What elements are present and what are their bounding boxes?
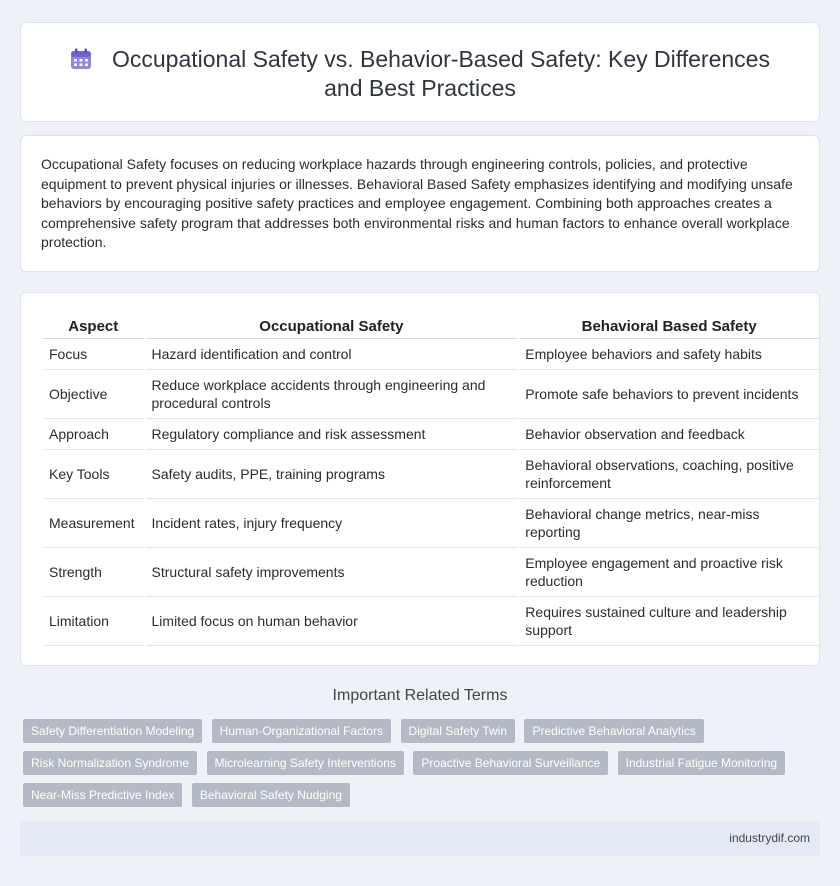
table-cell-aspect: Measurement: [43, 498, 145, 547]
table-cell: Behavioral observations, coaching, positive reinforcement: [518, 449, 819, 498]
table-row: [43, 547, 819, 596]
header-behavioral-based-safety: Behavioral Based Safety: [518, 314, 819, 338]
footer-site-name[interactable]: industrydif.com: [729, 831, 810, 845]
related-term-tag[interactable]: Industrial Fatigue Monitoring: [618, 751, 785, 775]
table-cell-aspect: Strength: [43, 547, 145, 596]
table-header-row: [43, 314, 819, 338]
related-term-tag[interactable]: Predictive Behavioral Analytics: [524, 719, 703, 743]
page-title-wrap: [21, 45, 819, 103]
table-cell-aspect: Objective: [43, 369, 145, 418]
table-cell: Behavioral change metrics, near-miss reporting: [518, 498, 819, 547]
table-cell: Hazard identification and control: [145, 338, 519, 369]
table-cell: Requires sustained culture and leadership support: [518, 596, 819, 645]
table-cell: Regulatory compliance and risk assessment: [145, 418, 519, 449]
related-terms-title: Important Related Terms: [332, 687, 508, 704]
table-row: [43, 369, 819, 418]
related-terms-list: [23, 719, 823, 815]
related-term-tag[interactable]: Microlearning Safety Interventions: [207, 751, 404, 775]
table-cell: Limited focus on human behavior: [145, 596, 519, 645]
related-term-tag[interactable]: Risk Normalization Syndrome: [23, 751, 197, 775]
related-term-tag[interactable]: Near-Miss Predictive Index: [23, 783, 182, 807]
intro-card: [20, 135, 820, 272]
comparison-table: [43, 314, 819, 646]
related-term-tag[interactable]: Proactive Behavioral Surveillance: [413, 751, 608, 775]
table-row: [43, 498, 819, 547]
related-term-tag[interactable]: Digital Safety Twin: [401, 719, 516, 743]
table-cell: Promote safe behaviors to prevent incidents: [518, 369, 819, 418]
header-occupational-safety: Occupational Safety: [145, 314, 519, 338]
table-row: [43, 596, 819, 645]
table-cell: Employee engagement and proactive risk reduction: [518, 547, 819, 596]
related-term-tag[interactable]: Human-Organizational Factors: [212, 719, 391, 743]
table-cell-aspect: Limitation: [43, 596, 145, 645]
related-term-tag[interactable]: Safety Differentiation Modeling: [23, 719, 202, 743]
intro-paragraph: Occupational Safety focuses on reducing workplace hazards through engineering controls, policies, and protective equipment to prevent physical injuries or illnesses. Behavioral Based Safety emphasizes identifying and modifying unsafe behaviors by encouraging positive safety practices and employee engagement. Combining both approaches creates a comprehensive safety program that addresses both environmental risks and human factors to enhance overall workplace protection.: [41, 156, 793, 251]
table-row: [43, 338, 819, 369]
table-cell: Safety audits, PPE, training programs: [145, 449, 519, 498]
related-term-tag[interactable]: Behavioral Safety Nudging: [192, 783, 350, 807]
calendar-icon: [70, 48, 92, 70]
table-cell-aspect: Focus: [43, 338, 145, 369]
table-cell: Structural safety improvements: [145, 547, 519, 596]
table-cell: Employee behaviors and safety habits: [518, 338, 819, 369]
title-card: [20, 22, 820, 122]
table-cell-aspect: Approach: [43, 418, 145, 449]
table-cell: Incident rates, injury frequency: [145, 498, 519, 547]
header-aspect: Aspect: [43, 314, 145, 338]
table-row: [43, 449, 819, 498]
comparison-card: [20, 292, 820, 666]
footer: [20, 822, 820, 856]
page-title: Occupational Safety vs. Behavior-Based Safety: Key Differences and Best Practices: [112, 46, 770, 101]
table-cell: Behavior observation and feedback: [518, 418, 819, 449]
table-row: [43, 418, 819, 449]
table-cell: Reduce workplace accidents through engineering and procedural controls: [145, 369, 519, 418]
table-cell-aspect: Key Tools: [43, 449, 145, 498]
